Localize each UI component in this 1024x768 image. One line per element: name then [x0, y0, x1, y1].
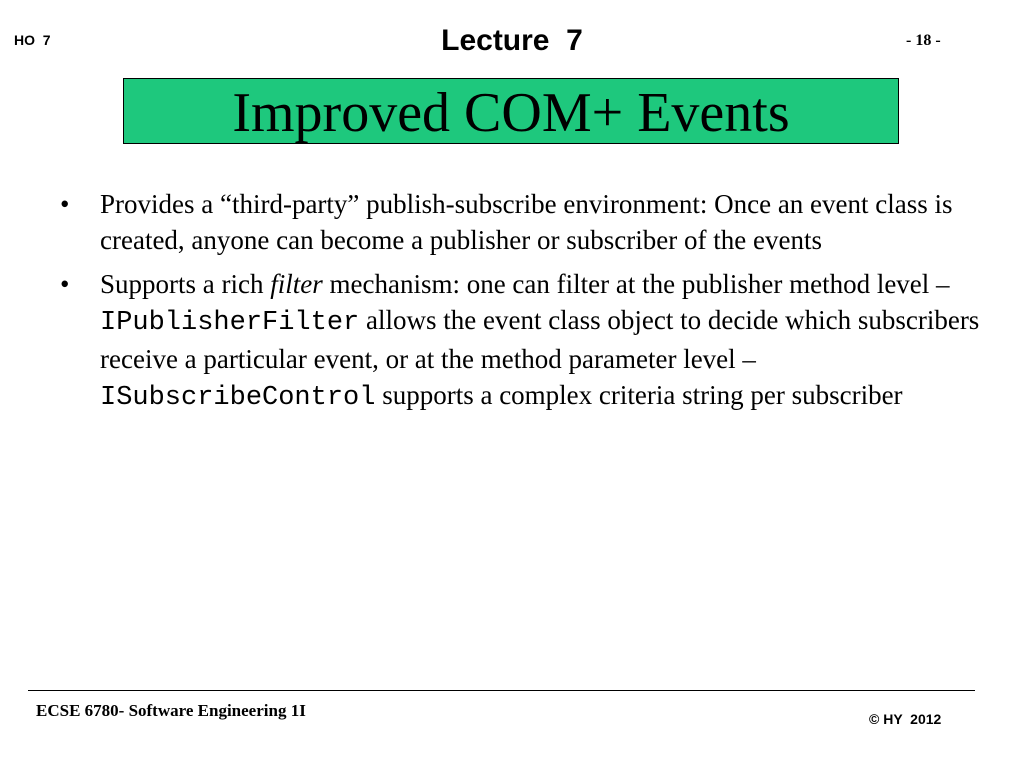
bullet-marker: •	[60, 269, 70, 299]
bullet-text-segment: supports a complex criteria string per subscriber	[375, 380, 903, 410]
page-number: - 18 -	[906, 32, 941, 49]
bullet-text-segment: Supports a rich	[100, 269, 271, 299]
footer-copyright: © HY 2012	[869, 711, 942, 727]
slide-title: Improved COM+ Events	[232, 82, 790, 144]
code-ipublisherfilter: IPublisherFilter	[100, 308, 360, 338]
footer-divider	[28, 690, 975, 691]
footer-course-name: ECSE 6780- Software Engineering 1I	[36, 701, 306, 720]
code-isubscribecontrol: ISubscribeControl	[100, 383, 376, 413]
bullet-text-segment: allows the event class object to decide which subscribers receive a particular event, or at the method parameter level –	[100, 305, 980, 374]
bullet-item-publish-subscribe	[60, 186, 980, 258]
lecture-label: Lecture 7	[441, 24, 583, 57]
bullet-emphasis-filter: filter	[270, 269, 323, 299]
slide-title-box	[123, 78, 899, 144]
bullet-item-filter-mechanism	[60, 266, 980, 416]
bullet-marker: •	[60, 189, 70, 219]
bullet-list	[60, 186, 980, 424]
handout-label: HO 7	[14, 32, 51, 48]
bullet-text-segment: mechanism: one can filter at the publisher method level –	[322, 269, 950, 299]
bullet-text: Provides a “third-party” publish-subscribe environment: Once an event class is created, anyone can become a publisher or subscriber of the events	[100, 189, 953, 255]
